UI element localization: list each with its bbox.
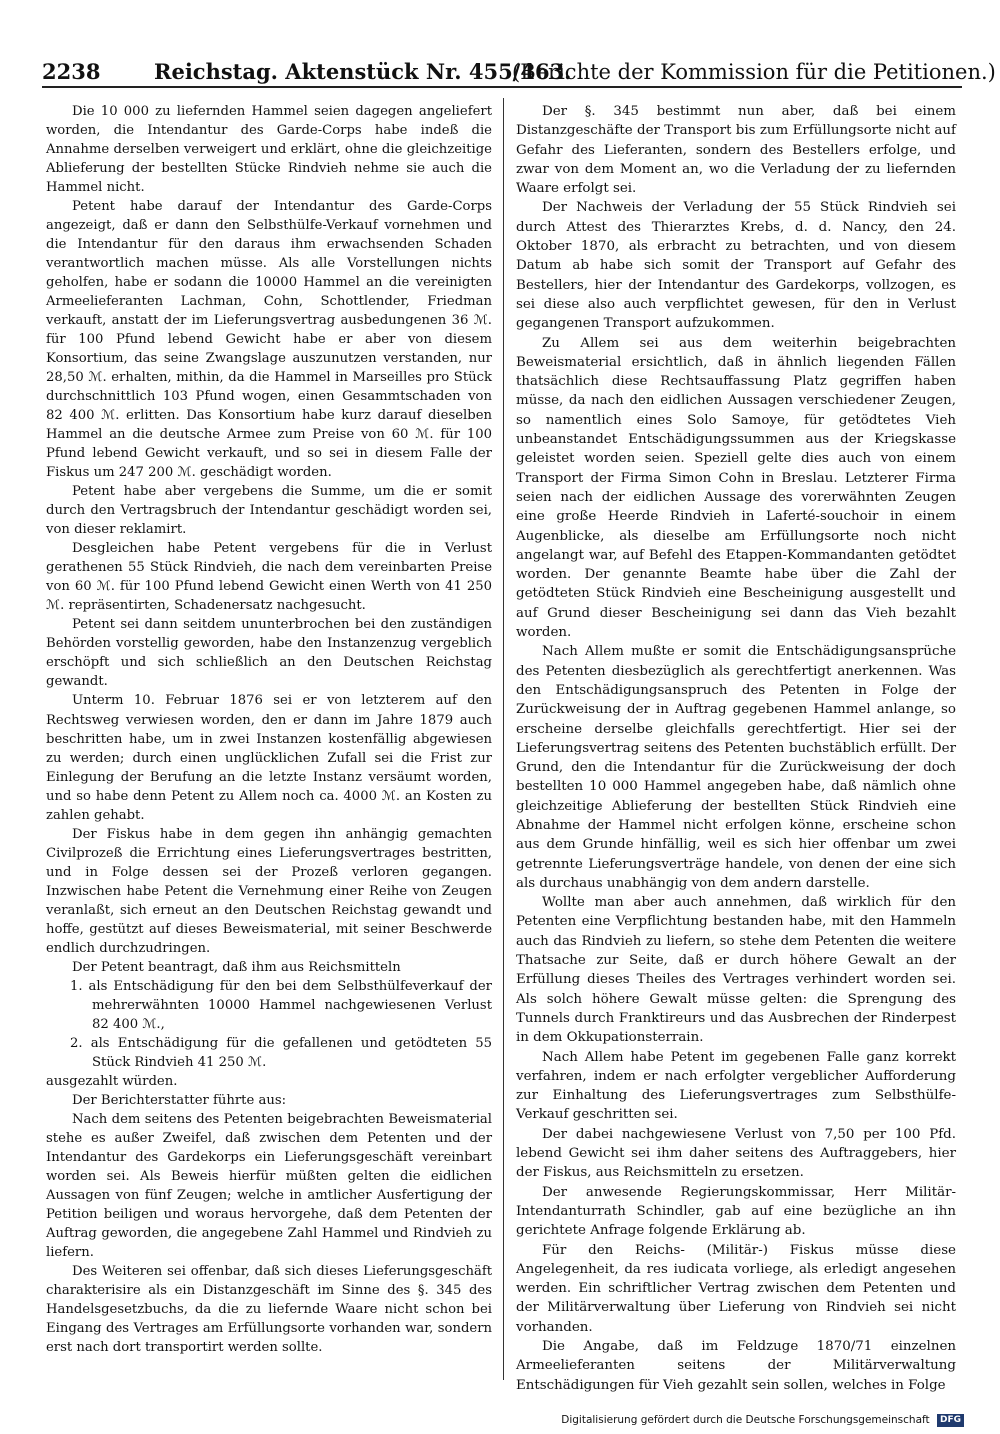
list-item: 2. als Entschädigung für die gefallenen und getödteten 55 Stück Rindvieh 41 250 ℳ. <box>70 1035 492 1070</box>
paragraph: Wollte man aber auch annehmen, daß wirklich für den Petenten eine Verpflichtung bestanden habe, mit den Hammeln auch das Rindvieh zu liefern, so stehe dem Petenten die weitere Thatsache zur Seite, daß er durch höhere Gewalt an der Erfüllung dieses Theiles des Vertrages verhindert worden sei. Als solch höhere Gewalt müsse gelten: die Sprengung des Tunnels durch Franktireurs und das Ausbrechen der Rinderpest in dem Okkupationsterrain. <box>516 895 956 1046</box>
paragraph: Der §. 345 bestimmt nun aber, daß bei einem Distanzgeschäfte der Transport bis zum Erfüllungsorte nicht auf Gefahr des Lieferanten, sondern des Bestellers erfolge, und zwar von dem Moment an, wo die Verladung der zu liefernden Waare erfolgt sei. <box>516 104 956 197</box>
list-item: 1. als Entschädigung für den bei dem Selbsthülfeverkauf der mehrerwähnten 10000 Hammel nachgewiesenen Verlust 82 400 ℳ., <box>70 978 492 1032</box>
header-subtitle: (Berichte der Kommission für die Petitionen.) <box>512 60 996 84</box>
paragraph: Des Weiteren sei offenbar, daß sich dieses Lieferungsgeschäft charakterisire als ein Distanzgeschäft im Sinne des §. 345 des Handelsgesetzbuchs, da die zu liefernde Waare nicht schon bei Eingang des Vertrages am Erfüllungsorte vorhanden war, sondern erst nach dort transportirt werden sollte. <box>46 1263 492 1356</box>
footer-text: Digitalisierung gefördert durch die Deutsche Forschungsgemeinschaft <box>561 1414 930 1426</box>
paragraph: ausgezahlt würden. <box>46 1073 178 1089</box>
paragraph: Der dabei nachgewiesene Verlust von 7,50 per 100 Pfd. lebend Gewicht sei ihm daher seitens des Auftraggebers, hier der Fiskus, aus Reichsmitteln zu ersetzen. <box>516 1126 956 1181</box>
paragraph: Der Fiskus habe in dem gegen ihn anhängig gemachten Civilprozeß die Errichtung eines Lieferungsvertrages bestritten, und in Folge dessen sei der Prozeß verloren gegangen. Inzwischen habe Petent die Vernehmung einer Reihe von Zeugen veranlaßt, sich erneut an den Deutschen Reichstag gewandt und hoffe, gestützt auf dieses Beweismaterial, mit seiner Beschwerde endlich durchzudringen. <box>46 826 492 956</box>
page-header <box>42 56 996 90</box>
paragraph: Unterm 10. Februar 1876 sei er von letzterem auf den Rechtsweg verwiesen worden, den er dann im Jahre 1879 auch beschritten habe, um in zwei Instanzen kostenfällig abgewiesen zu werden; durch einen unglücklichen Zufall sei die Frist zur Einlegung der Berufung an die letzte Instanz versäumt worden, und so habe denn Petent zu Allem noch ca. 4000 ℳ. an Kosten zu zahlen gehabt. <box>46 693 492 823</box>
paragraph: Petent sei dann seitdem ununterbrochen bei den zuständigen Behörden vorstellig geworden, habe den Instanzenzug vergeblich erschöpft und sich schließlich an den Deutschen Reichstag gewandt. <box>46 617 492 690</box>
header-rule <box>42 86 962 88</box>
paragraph: Nach Allem mußte er somit die Entschädigungsansprüche des Petenten diesbezüglich als gerechtfertigt anerkennen. Was den Entschädigungsanspruch des Petenten in Folge der Zurückweisung der in Auftrag gegebenen Hammel anlange, so erscheine derselbe gleichfalls gerechtfertigt. Hier sei der Lieferungsvertrag seitens des Petenten buchstäblich erfüllt. Der Grund, den die Intendantur für die Zurückweisung der doch bestellten 10 000 Hammel angegeben habe, daß nämlich ohne gleichzeitige Ablieferung der bestellten Stück Rindvieh eine Abnahme der Hammel nicht erfolgen könne, erscheine schon aus dem Grunde hinfällig, weil es sich hier offenbar um zwei getrennte Lieferungsverträge handele, von denen der eine sich als durchaus unabhängig von dem andern darstelle. <box>516 644 956 891</box>
paragraph: Die 10 000 zu liefernden Hammel seien dagegen angeliefert worden, die Intendantur des Garde-Corps habe indeß die Annahme derselben verweigert und erklärt, ohne die gleichzeitige Ablieferung der bestellten Stücke Rindvieh nehme sie auch die Hammel nicht. <box>46 104 492 196</box>
column-divider <box>503 98 504 1380</box>
page-number: 2238 <box>42 59 101 84</box>
paragraph: Die Angabe, daß im Feldzuge 1870/71 einzelnen Armeelieferanten seitens der Militärverwaltung Entschädigungen für Vieh gezahlt sein sollen, welches in Folge <box>516 1339 956 1393</box>
paragraph: Nach Allem habe Petent im gegebenen Falle ganz korrekt verfahren, indem er nach erfolgter vergeblicher Aufforderung zur Einhaltung des Lieferungsvertrages zum Selbsthülfe-Verkauf geschritten sei. <box>516 1049 956 1123</box>
left-column <box>46 102 492 1357</box>
paragraph: Nach dem seitens des Petenten beigebrachten Beweismaterial stehe es außer Zweifel, daß zwischen dem Petenten und der Intendantur des Gardekorps ein Lieferungsgeschäft vereinbart worden sei. Als Beweis hierfür müßten gelten die eidlichen Aussagen von fünf Zeugen; welche in amtlicher Ausfertigung der Petition beiligen und woraus hervorgehe, daß dem Petenten der Auftrag geworden, die angegebene Zahl Hammel und Rindvieh zu liefern. <box>46 1111 492 1260</box>
dfg-logo-icon: DFG <box>937 1414 964 1427</box>
paragraph: Desgleichen habe Petent vergebens für die in Verlust gerathenen 55 Stück Rindvieh, die nach dem vereinbarten Preise von 60 ℳ. für 100 Pfund lebend Gewicht einen Werth von 41 250 ℳ. repräsentirten, Schadenersatz nachgesucht. <box>46 541 492 614</box>
paragraph: Der Nachweis der Verladung der 55 Stück Rindvieh sei durch Attest des Thierarztes Krebs, d. d. Nancy, den 24. Oktober 1870, als erbracht zu betrachten, und von diesem Datum ab habe sich somit der Transport auf Gefahr des Bestellers, hier der Intendantur des Gardekorps, vollzogen, es sei diese also auch verpflichtet gewesen, für den in Verlust gegangenen Transport aufzukommen. <box>516 200 956 332</box>
paragraph: Für den Reichs- (Militär-) Fiskus müsse diese Angelegenheit, da res iudicata vorliege, als erledigt angesehen werden. Ein schriftlicher Vertrag zwischen dem Petenten und der Militärverwaltung über Lieferung von Rindvieh sei nicht vorhanden. <box>516 1242 956 1335</box>
header-title: Reichstag. Aktenstück Nr. 455/463. <box>154 59 572 84</box>
footer-credit <box>561 1412 964 1428</box>
paragraph: Zu Allem sei aus dem weiterhin beigebrachten Beweismaterial ersichtlich, daß in ähnlich liegenden Fällen thatsächlich diese Rechtsauffassung Platz gegriffen haben müsse, da nach den eidlichen Aussagen verschiedener Zeugen, so namentlich eines Solo Samoye, für getödtetes Vieh unbeanstandet Entschädigungssummen aus der Kriegskasse geleistet worden seien. Speziell gelte dies auch von einem Transport der Firma Simon Cohn in Breslau. Letzterer Firma seien nach der eidlichen Aussage des vorerwähnten Zeugen eine große Heerde Rindvieh in Laferté-souchoir in einem Augenblicke, als dieselbe am Erfüllungsorte noch nicht angelangt war, auf Befehl des Etappen-Kommandanten getödtet worden. Der genannte Beamte habe über die Zahl der getödteten Stück Rindvieh eine Bescheinigung ausgestellt und auf Grund dieser Bescheinigung sei dann das Vieh bezahlt worden. <box>516 335 956 641</box>
paragraph: Der Berichterstatter führte aus: <box>72 1092 287 1108</box>
paragraph: Petent habe darauf der Intendantur des Garde-Corps angezeigt, daß er dann den Selbsthülfe-Verkauf vornehmen und die Intendantur für den daraus ihm erwachsenden Schaden verantwortlich machen müsse. Als alle Vorstellungen nichts geholfen, habe er sodann die 10000 Hammel an die vereinigten Armeelieferanten Lachman, Cohn, Schottlender, Friedman verkauft, anstatt der im Lieferungsvertrag ausbedungenen 36 ℳ. für 100 Pfund lebend Gewicht habe er aber von diesem Konsortium, das seine Zwangslage auszunutzen verstanden, nur 28,50 ℳ. erhalten, mithin, da die Hammel in Marseilles pro Stück durchschnittlich 103 Pfund wogen, einen Gesammtschaden von 82 400 ℳ. erlitten. Das Konsortium habe kurz darauf dieselben Hammel an die deutsche Armee zum Preise von 60 ℳ. für 100 Pfund lebend Gewicht verkauft, und so sei in diesem Falle der Fiskus um 247 200 ℳ. geschädigt worden. <box>46 199 492 481</box>
paragraph: Petent habe aber vergebens die Summe, um die er somit durch den Vertragsbruch der Intendantur geschädigt worden sei, von dieser reklamirt. <box>46 484 492 538</box>
paragraph: Der Petent beantragt, daß ihm aus Reichsmitteln <box>72 959 401 975</box>
paragraph: Der anwesende Regierungskommissar, Herr Militär-Intendanturrath Schindler, gab auf eine bezügliche an ihn gerichtete Anfrage folgende Erklärung ab. <box>516 1184 956 1239</box>
right-column <box>516 102 956 1395</box>
